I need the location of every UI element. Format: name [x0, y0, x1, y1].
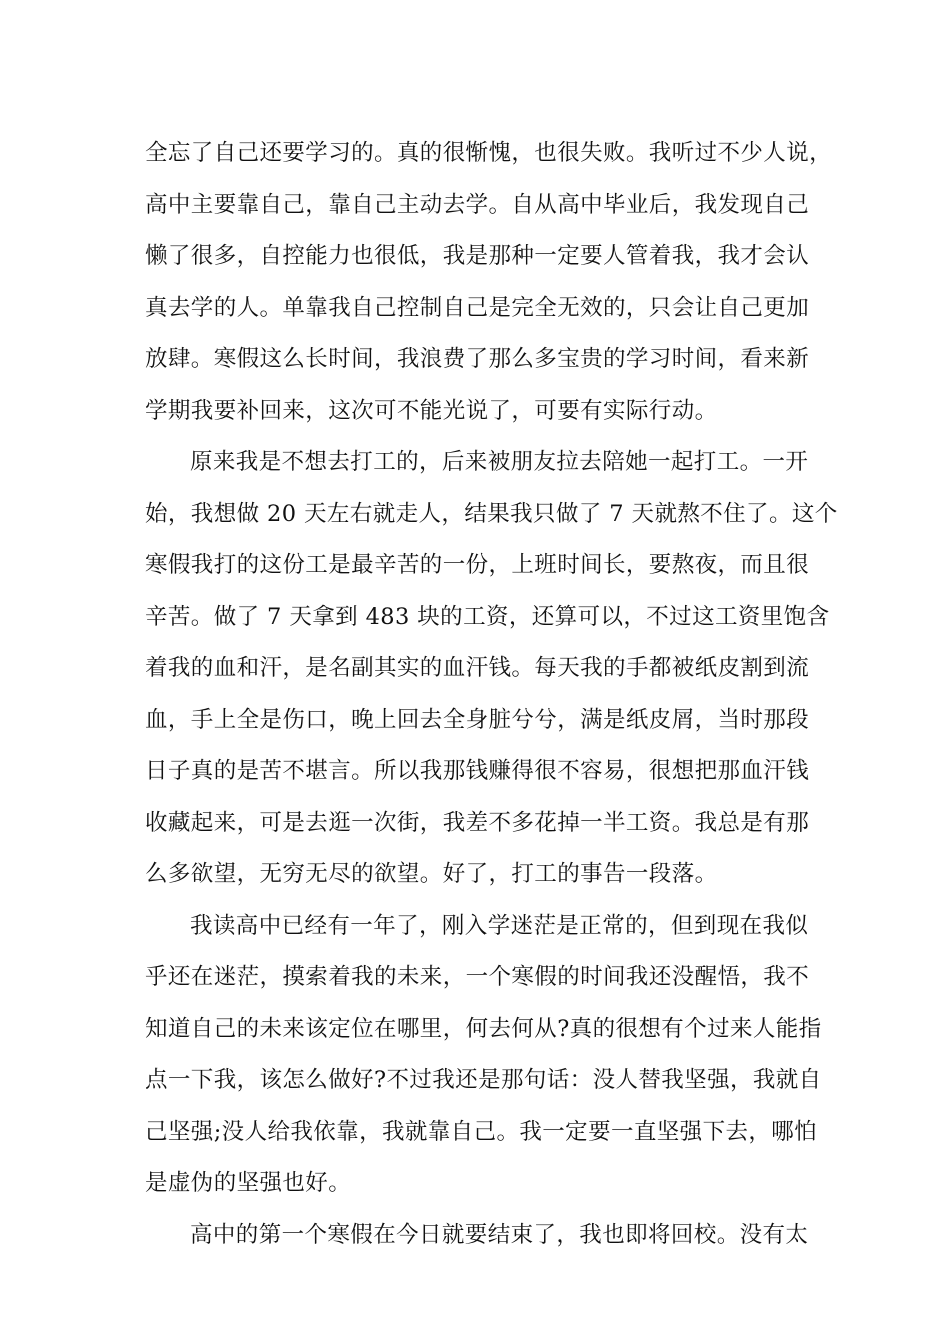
text-line: 日子真的是苦不堪言。所以我那钱赚得很不容易，很想把那血汗钱 [145, 758, 810, 784]
text-line: 始，我想做 20 天左右就走人，结果我只做了 7 天就熬不住了。这个 [145, 500, 838, 527]
text-line: 放肆。寒假这么长时间，我浪费了那么多宝贵的学习时间，看来新 [145, 346, 810, 372]
text-line: 辛苦。做了 7 天拿到 483 块的工资，还算可以，不过这工资里饱含 [145, 603, 830, 630]
text-line: 懒了很多，自控能力也很低，我是那种一定要人管着我，我才会认 [145, 243, 810, 269]
text-line-first: 原来我是不想去打工的，后来被朋友拉去陪她一起打工。一开 [190, 449, 809, 475]
text-line: 全忘了自己还要学习的。真的很惭愧，也很失败。我听过不少人说， [145, 140, 833, 166]
text-line: 真去学的人。单靠我自己控制自己是完全无效的，只会让自己更加 [145, 294, 810, 321]
text-line-first: 我读高中已经有一年了，刚入学迷茫是正常的，但到现在我似 [190, 912, 809, 939]
text-line: 知道自己的未来该定位在哪里，何去何从?真的很想有个过来人能指 [145, 1015, 822, 1042]
text-line: 着我的血和汗，是名副其实的血汗钱。每天我的手都被纸皮割到流 [145, 655, 810, 681]
text-line: 高中主要靠自己，靠自己主动去学。自从高中毕业后，我发现自己 [145, 191, 810, 218]
text-line: 乎还在迷茫，摸索着我的未来，一个寒假的时间我还没醒悟，我不 [145, 964, 810, 990]
text-line: 点一下我，该怎么做好?不过我还是那句话：没人替我坚强，我就自 [145, 1067, 822, 1093]
text-line: 己坚强;没人给我依靠，我就靠自己。我一定要一直坚强下去，哪怕 [145, 1118, 818, 1145]
text-line: 是虚伪的坚强也好。 [145, 1170, 352, 1196]
text-line-first: 高中的第一个寒假在今日就要结束了，我也即将回校。没有太 [190, 1221, 809, 1248]
document-body [145, 128, 838, 1261]
text-line: 寒假我打的这份工是最辛苦的一份，上班时间长，要熬夜，而且很 [145, 552, 810, 578]
text-line: 血，手上全是伤口，晚上回去全身脏兮兮，满是纸皮屑，当时那段 [145, 706, 810, 733]
text-line: 么多欲望，无穷无尽的欲望。好了，打工的事告一段落。 [145, 861, 718, 887]
text-line: 学期我要补回来，这次可不能光说了，可要有实际行动。 [145, 397, 718, 424]
text-line: 收藏起来，可是去逛一次街，我差不多花掉一半工资。我总是有那 [145, 809, 810, 836]
